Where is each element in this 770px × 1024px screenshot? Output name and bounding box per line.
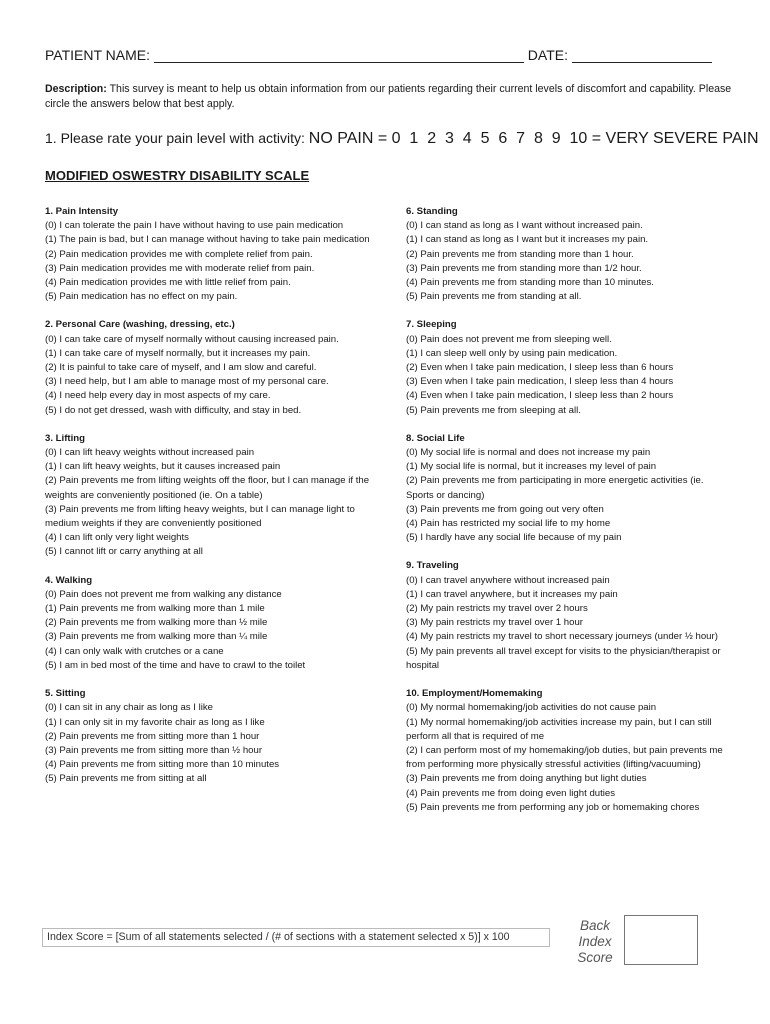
pain-rating-scale[interactable]: NO PAIN = 0 1 2 3 4 5 6 7 8 9 10 = VERY SEVERE PAIN (308, 130, 759, 147)
section-title: 5. Sitting (45, 688, 86, 700)
back-label-line: Back (579, 918, 610, 933)
scale-title: MODIFIED OSWESTRY DISABILITY SCALE (45, 168, 310, 183)
option-item[interactable]: (3) Pain prevents me from walking more than ¼ mile (45, 631, 268, 643)
back-label-line: Score (577, 950, 613, 965)
option-item[interactable]: (1) My normal homemaking/job activities increase my pain, but I can still perform all that is required of me (406, 716, 712, 742)
section-title: 9. Traveling (406, 560, 459, 572)
option-item[interactable]: (4) Even when I take pain medication, I sleep less than 2 hours (406, 390, 674, 402)
date-label: DATE: (527, 47, 568, 63)
option-item[interactable]: (0) Pain does not prevent me from walking any distance (45, 588, 282, 600)
option-item[interactable]: (3) My pain restricts my travel over 1 hour (406, 617, 584, 629)
option-item[interactable]: (3) Pain prevents me from lifting heavy weights, but I can manage light to medium weights if they are conveniently positioned (45, 503, 355, 530)
section-title: 8. Social Life (406, 432, 465, 444)
option-item[interactable]: (0) I can stand as long as I want without increased pain. (406, 220, 643, 232)
option-item[interactable]: (5) I do not get dressed, wash with difficulty, and stay in bed. (45, 404, 302, 416)
option-item[interactable]: (0) My normal homemaking/job activities do not cause pain (406, 702, 657, 714)
option-item[interactable]: (2) Pain prevents me from sitting more than 1 hour (45, 730, 260, 742)
option-item[interactable]: (2) Pain prevents me from walking more than ½ mile (45, 617, 268, 629)
option-item[interactable]: (1) I can stand as long as I want but it increases my pain. (406, 234, 649, 246)
patient-header (45, 47, 712, 63)
option-item[interactable]: (2) My pain restricts my travel over 2 hours (406, 603, 588, 615)
option-item[interactable]: (2) It is painful to take care of myself, and I am slow and careful. (45, 362, 317, 374)
pain-rating-prompt: 1. Please rate your pain level with activity: (45, 130, 305, 146)
option-item[interactable]: (5) I am in bed most of the time and have to crawl to the toilet (45, 659, 306, 671)
option-item[interactable]: (5) Pain prevents me from sitting at all (45, 773, 207, 785)
section-personal-care (45, 318, 385, 417)
option-item[interactable]: (3) Even when I take pain medication, I sleep less than 4 hours (406, 376, 674, 388)
option-item[interactable]: (5) Pain prevents me from performing any job or homemaking chores (406, 801, 700, 813)
option-item[interactable]: (0) Pain does not prevent me from sleeping well. (406, 333, 612, 345)
option-item[interactable]: (2) I can perform most of my homemaking/job duties, but pain prevents me from performing more physically stressful activities (lifting/vacuuming) (406, 744, 723, 771)
option-item[interactable]: (1) I can sleep well only by using pain medication. (406, 347, 618, 359)
right-column (406, 205, 731, 829)
index-formula: Index Score = [Sum of all statements selected / (# of sections with a statement selected x 5)] x 100 (42, 928, 550, 947)
section-lifting (45, 432, 385, 560)
option-item[interactable]: (2) Pain prevents me from standing more than 1 hour. (406, 248, 634, 260)
description-label: Description: (45, 83, 107, 95)
date-field[interactable] (572, 48, 712, 63)
section-title: 6. Standing (406, 206, 458, 217)
option-item[interactable]: (2) Pain medication provides me with complete relief from pain. (45, 248, 313, 260)
option-item[interactable]: (5) I cannot lift or carry anything at all (45, 546, 203, 558)
description-text: This survey is meant to help us obtain information from our patients regarding their current levels of discomfort and capability. Please circle the answers below that best apply. (45, 83, 732, 110)
option-item[interactable]: (1) I can lift heavy weights, but it causes increased pain (45, 461, 281, 473)
section-walking (45, 574, 385, 673)
option-item[interactable]: (4) Pain prevents me from sitting more than 10 minutes (45, 759, 280, 771)
option-item[interactable]: (2) Pain prevents me from participating in more energetic activities (ie. Sports or dancing) (406, 475, 704, 501)
option-item[interactable]: (0) I can sit in any chair as long as I like (45, 702, 213, 714)
option-item[interactable]: (3) Pain prevents me from going out very often (406, 503, 604, 515)
option-item[interactable]: (1) Pain prevents me from walking more than 1 mile (45, 603, 265, 615)
option-item[interactable]: (3) Pain medication provides me with moderate relief from pain. (45, 262, 315, 274)
option-item[interactable]: (5) My pain prevents all travel except for visits to the physician/therapist or hospital (406, 645, 721, 671)
option-item[interactable]: (5) I hardly have any social life because of my pain (406, 532, 622, 544)
description (45, 82, 735, 112)
option-item[interactable]: (3) Pain prevents me from doing anything but light duties (406, 773, 647, 785)
option-item[interactable]: (0) I can travel anywhere without increased pain (406, 574, 610, 586)
patient-name-field[interactable] (154, 48, 524, 63)
option-item[interactable]: (2) Even when I take pain medication, I sleep less than 6 hours (406, 362, 674, 374)
option-item[interactable]: (3) Pain prevents me from sitting more than ½ hour (45, 744, 263, 756)
option-item[interactable]: (0) I can lift heavy weights without increased pain (45, 447, 255, 459)
section-sitting (45, 687, 385, 786)
back-label-line: Index (578, 934, 612, 949)
option-item[interactable]: (5) Pain prevents me from standing at all. (406, 291, 582, 303)
section-title: 10. Employment/Homemaking (406, 688, 543, 700)
option-item[interactable]: (4) I can lift only very light weights (45, 532, 189, 544)
section-title: 1. Pain Intensity (45, 206, 119, 217)
option-item[interactable]: (5) Pain prevents me from sleeping at all. (406, 404, 581, 416)
section-sleeping (406, 318, 731, 417)
option-item[interactable]: (4) Pain has restricted my social life to my home (406, 518, 611, 530)
pain-rating-question (45, 130, 759, 148)
section-pain-intensity (45, 205, 385, 304)
option-item[interactable]: (1) I can take care of myself normally, but it increases my pain. (45, 347, 311, 359)
option-item[interactable]: (0) I can take care of myself normally without causing increased pain. (45, 333, 339, 345)
option-item[interactable]: (5) Pain medication has no effect on my pain. (45, 291, 238, 303)
option-item[interactable]: (4) My pain restricts my travel to short necessary journeys (under ½ hour) (406, 631, 718, 643)
section-standing (406, 205, 731, 304)
option-item[interactable]: (2) Pain prevents me from lifting weights off the floor, but I can manage if the weights are conveniently positioned (ie. On a table) (45, 475, 370, 501)
patient-name-label: PATIENT NAME: (45, 47, 151, 63)
option-item[interactable]: (4) Pain prevents me from standing more than 10 minutes. (406, 277, 654, 289)
section-title: 7. Sleeping (406, 319, 457, 331)
section-title: 4. Walking (45, 574, 93, 586)
section-employment (406, 687, 731, 815)
option-item[interactable]: (4) I need help every day in most aspects of my care. (45, 390, 271, 402)
option-item[interactable]: (1) My social life is normal, but it increases my level of pain (406, 461, 657, 473)
option-item[interactable]: (4) Pain prevents me from doing even light duties (406, 787, 616, 799)
back-index-score-label (570, 918, 620, 966)
back-index-score-field[interactable] (624, 915, 698, 965)
option-item[interactable]: (3) I need help, but I am able to manage most of my personal care. (45, 376, 329, 388)
section-title: 2. Personal Care (washing, dressing, etc.) (45, 319, 235, 331)
option-item[interactable]: (1) The pain is bad, but I can manage without having to take pain medication (45, 234, 370, 246)
option-item[interactable]: (1) I can travel anywhere, but it increases my pain (406, 588, 618, 600)
option-item[interactable]: (1) I can only sit in my favorite chair as long as I like (45, 716, 265, 728)
option-item[interactable]: (3) Pain prevents me from standing more than 1/2 hour. (406, 262, 642, 274)
section-social-life (406, 432, 731, 546)
left-column (45, 205, 385, 801)
option-item[interactable]: (0) My social life is normal and does not increase my pain (406, 447, 651, 459)
section-title: 3. Lifting (45, 432, 85, 444)
section-traveling (406, 559, 731, 673)
option-item[interactable]: (0) I can tolerate the pain I have without having to use pain medication (45, 220, 344, 232)
option-item[interactable]: (4) I can only walk with crutches or a cane (45, 645, 224, 657)
option-item[interactable]: (4) Pain medication provides me with little relief from pain. (45, 277, 291, 289)
